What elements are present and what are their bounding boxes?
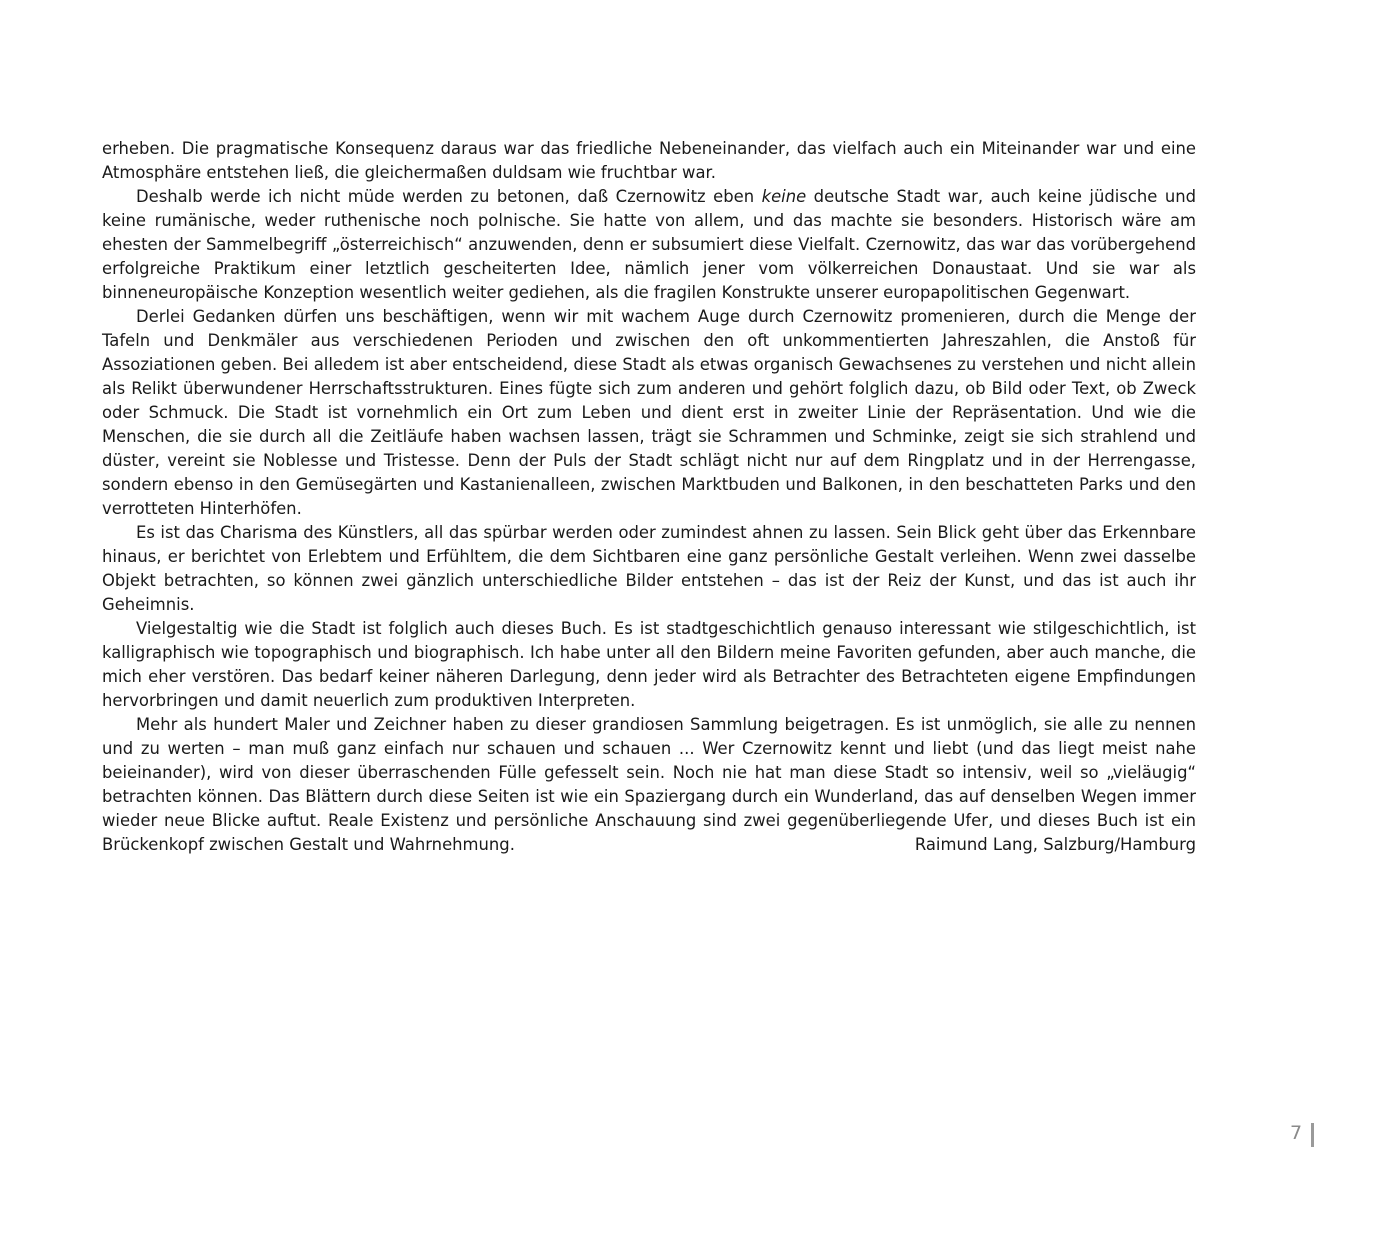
author-signature: Raimund Lang, Salzburg/Hamburg [914,835,1196,854]
paragraph-6: Mehr als hundert Maler und Zeichner haben zu dieser grandiosen Sammlung beigetragen. Es ist unmöglich, sie alle zu nennen und zu werten – man muß ganz einfach nur schauen und schauen ... Wer Czernowitz kennt und liebt (und das liegt meist nahe beieinander), wird von dieser überraschenden Fülle gefesselt sein. Noch nie hat man diese Stadt so intensiv, weil so „vieläugig“ betrachten können. Das Blättern durch diese Seiten ist wie ein Spaziergang durch ein Wunderland, das auf denselben Wegen immer wieder neue Blicke auftut. Reale Existenz und persönliche Anschauung sind zwei gegenüberliegende Ufer, und dieses Buch ist ein Brückenkopf zwischen Gestalt und Wahrnehmung. [102,715,1196,854]
emphasis-keine: keine [761,187,807,206]
page-number: 7 [1290,1122,1303,1144]
paragraph-2 [102,185,1196,305]
paragraph-2-start: Deshalb werde ich nicht müde werden zu betonen, daß Czernowitz eben [136,187,762,206]
paragraph-1: erheben. Die pragmatische Konsequenz daraus war das friedliche Nebeneinander, das vielfach auch ein Miteinander war und eine Atmosphäre entstehen ließ, die gleichermaßen duldsam wie fruchtbar war. [102,139,1196,182]
page-number-bar [1311,1123,1314,1147]
body-text [102,137,1196,857]
paragraph-2-end: deutsche Stadt war, auch keine jüdische und keine rumänische, weder ruthenische noch polnische. Sie hatte von allem, und das machte sie besonders. Historisch wäre am ehesten der Sammelbegriff „österreichisch“ anzuwenden, denn er subsumiert diese Vielfalt. Czernowitz, das war das vorübergehend erfolgreiche Praktikum einer letztlich gescheiterten Idee, nämlich jener vom völkerreichen Donaustaat. Und sie war als binneneuropäische Konzeption wesentlich weiter gediehen, als die fragilen Konstrukte unserer europapolitischen Gegenwart. [102,187,1197,302]
paragraph-3: Derlei Gedanken dürfen uns beschäftigen, wenn wir mit wachem Auge durch Czernowitz promenieren, durch die Menge der Tafeln und Denkmäler aus verschiedenen Perioden und zwischen den oft unkommentierten Jahreszahlen, die Anstoß für Assoziationen geben. Bei alledem ist aber entscheidend, diese Stadt als etwas organisch Gewachsenes zu verstehen und nicht allein als Relikt überwundener Herrschaftsstrukturen. Eines fügte sich zum anderen und gehört folglich dazu, ob Bild oder Text, ob Zweck oder Schmuck. Die Stadt ist vornehmlich ein Ort zum Leben und dient erst in zweiter Linie der Repräsentation. Und wie die Menschen, die sie durch all die Zeitläufe haben wachsen lassen, trägt sie Schrammen und Schminke, zeigt sie sich strahlend und düster, vereint sie Noblesse und Tristesse. Denn der Puls der Stadt schlägt nicht nur auf dem Ringplatz und in der Herrengasse, sondern ebenso in den Gemüsegärten und Kastanienalleen, zwischen Marktbuden und Balkonen, in den beschatteten Parks und den verrotteten Hinterhöfen. [102,307,1196,518]
paragraph-5: Vielgestaltig wie die Stadt ist folglich auch dieses Buch. Es ist stadtgeschichtlich genauso interessant wie stilgeschichtlich, ist kalligraphisch wie topographisch und biographisch. Ich habe unter all den Bildern meine Favoriten gefunden, aber auch manche, die mich eher verstören. Das bedarf keiner näheren Darlegung, denn jeder wird als Betrachter des Betrachteten eigene Empfindungen hervorbringen und damit neuerlich zum produktiven Interpreten. [102,619,1196,710]
paragraph-4: Es ist das Charisma des Künstlers, all das spürbar werden oder zumindest ahnen zu lassen. Sein Blick geht über das Erkennbare hinaus, er berichtet von Erlebtem und Erfühltem, die dem Sichtbaren eine ganz persönliche Gestalt verleihen. Wenn zwei dasselbe Objekt betrachten, so können zwei gänzlich unterschiedliche Bilder entstehen – das ist der Reiz der Kunst, und das ist auch ihr Geheimnis. [102,523,1196,614]
